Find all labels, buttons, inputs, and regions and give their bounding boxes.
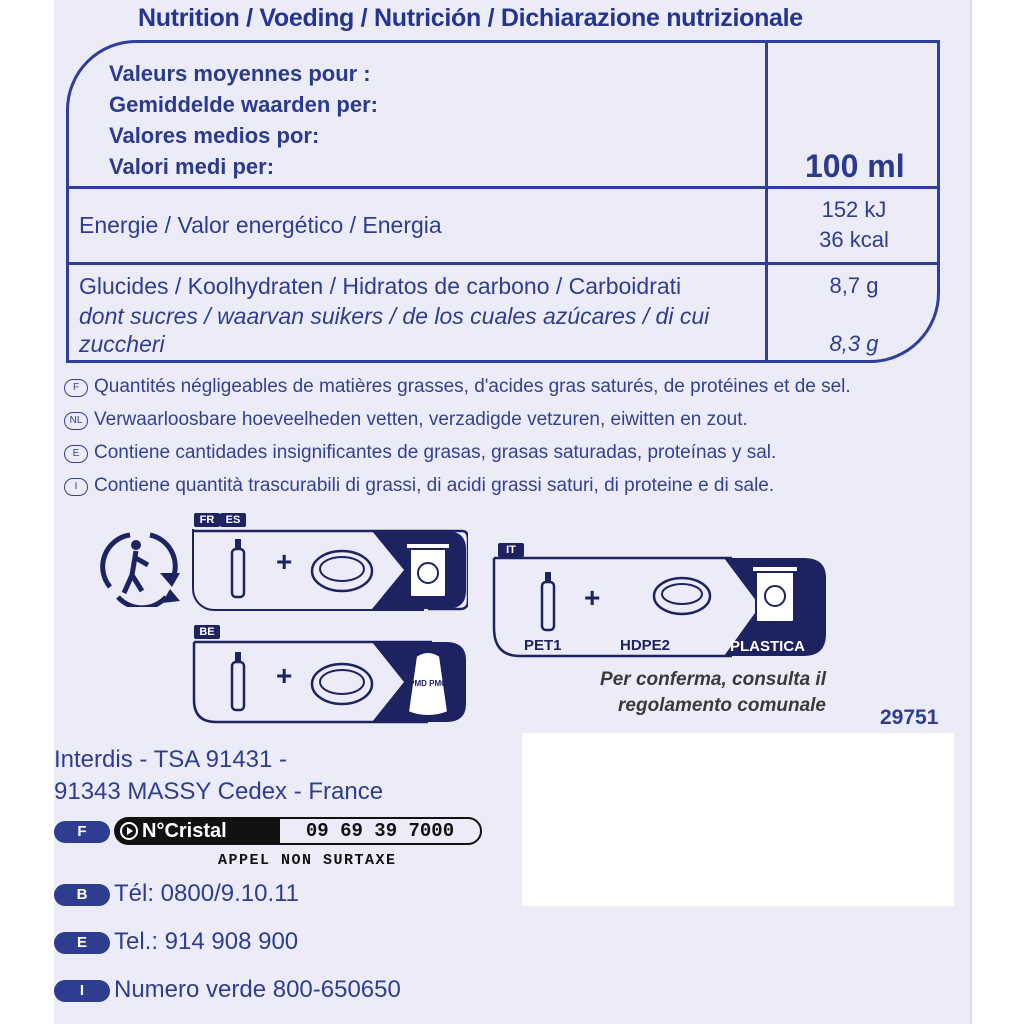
confirm-line: regolamento comunale xyxy=(618,695,826,716)
header-line: Valori medi per: xyxy=(109,154,275,179)
plastica-label: PLASTICA xyxy=(730,638,805,655)
note-text: Verwaarloosbare hoeveelheden vetten, verzadigde vetzuren, eiwitten en zout. xyxy=(94,409,748,430)
lang-code: NL xyxy=(64,412,88,430)
product-code: 29751 xyxy=(880,706,939,729)
triman-icon xyxy=(100,527,184,607)
note-text: Contiene cantidades insignificantes de grasas, grasas saturadas, proteínas y sal. xyxy=(94,442,777,463)
address-line: 91343 MASSY Cedex - France xyxy=(54,778,384,805)
note-nl xyxy=(64,409,748,431)
pet1-label: PET1 xyxy=(524,637,562,654)
energy-kcal: 36 kcal xyxy=(819,227,889,252)
per-quantity: 100 ml xyxy=(805,148,905,184)
country-tag-it: IT xyxy=(498,543,524,557)
nutrition-title: Nutrition / Voeding / Nutrición / Dichiarazione nutrizionale xyxy=(138,4,803,32)
confirm-line: Per conferma, consulta il xyxy=(600,669,826,690)
note-it xyxy=(64,475,774,497)
energy-kj: 152 kJ xyxy=(821,197,887,222)
country-pill-b: B xyxy=(54,884,110,906)
note-text: Contiene quantità trascurabili di grassi, di acidi grassi saturi, di proteine e di sale. xyxy=(94,475,775,496)
country-pill-e: E xyxy=(54,932,110,954)
table-divider xyxy=(69,262,937,265)
confirm-note xyxy=(554,667,826,719)
note-text: Quantités négligeables de matières grasses, d'acides gras saturés, de protéines et de sel. xyxy=(94,376,851,397)
recycle-arrow-fr-es xyxy=(192,529,468,611)
energy-label: Energie / Valor energético / Energia xyxy=(79,212,442,238)
lang-code: F xyxy=(64,379,88,397)
note-es xyxy=(64,442,776,464)
blank-print-area xyxy=(522,733,954,906)
plus-icon: + xyxy=(276,660,293,691)
lang-code: E xyxy=(64,445,88,463)
cristal-phone: 09 69 39 7000 xyxy=(278,817,482,845)
country-pill-f: F xyxy=(54,821,110,843)
phone-b: Tél: 0800/9.10.11 xyxy=(114,880,300,907)
table-header xyxy=(109,58,378,182)
header-line: Valeurs moyennes pour : xyxy=(109,61,371,86)
phone-i: Numero verde 800-650650 xyxy=(114,976,401,1003)
table-divider xyxy=(69,186,937,189)
appel-note: APPEL NON SURTAXE xyxy=(218,852,397,869)
sugar-label-cont: zuccheri xyxy=(79,331,165,357)
lang-code: I xyxy=(64,478,88,496)
address-line: Interdis - TSA 91431 - xyxy=(54,746,288,773)
header-line: Gemiddelde waarden per: xyxy=(109,92,378,117)
country-tag-be: BE xyxy=(194,625,220,639)
play-icon xyxy=(120,822,138,840)
sugar-label: dont sucres / waarvan suikers / de los cuales azúcares / di cui xyxy=(79,303,710,329)
address xyxy=(54,744,383,808)
pmd-bag-label: PMD PMC xyxy=(409,679,447,688)
sugar-value: 8,3 g xyxy=(829,331,879,356)
hdpe2-label: HDPE2 xyxy=(620,637,671,654)
country-tag-fr: FR xyxy=(194,513,220,527)
nutrition-table xyxy=(66,40,940,363)
cristal-label: N°Cristal xyxy=(114,817,278,845)
carb-label: Glucides / Koolhydraten / Hidratos de carbono / Carboidrati xyxy=(79,273,682,299)
carb-value: 8,7 g xyxy=(829,273,879,298)
plus-icon: + xyxy=(584,582,601,613)
note-fr xyxy=(64,376,851,398)
country-tag-es: ES xyxy=(220,513,246,527)
plus-icon: + xyxy=(276,546,293,577)
recycle-arrow-be xyxy=(192,640,468,724)
phone-e: Tel.: 914 908 900 xyxy=(114,928,299,955)
country-pill-i: I xyxy=(54,980,110,1002)
header-line: Valores medios por: xyxy=(109,123,320,148)
